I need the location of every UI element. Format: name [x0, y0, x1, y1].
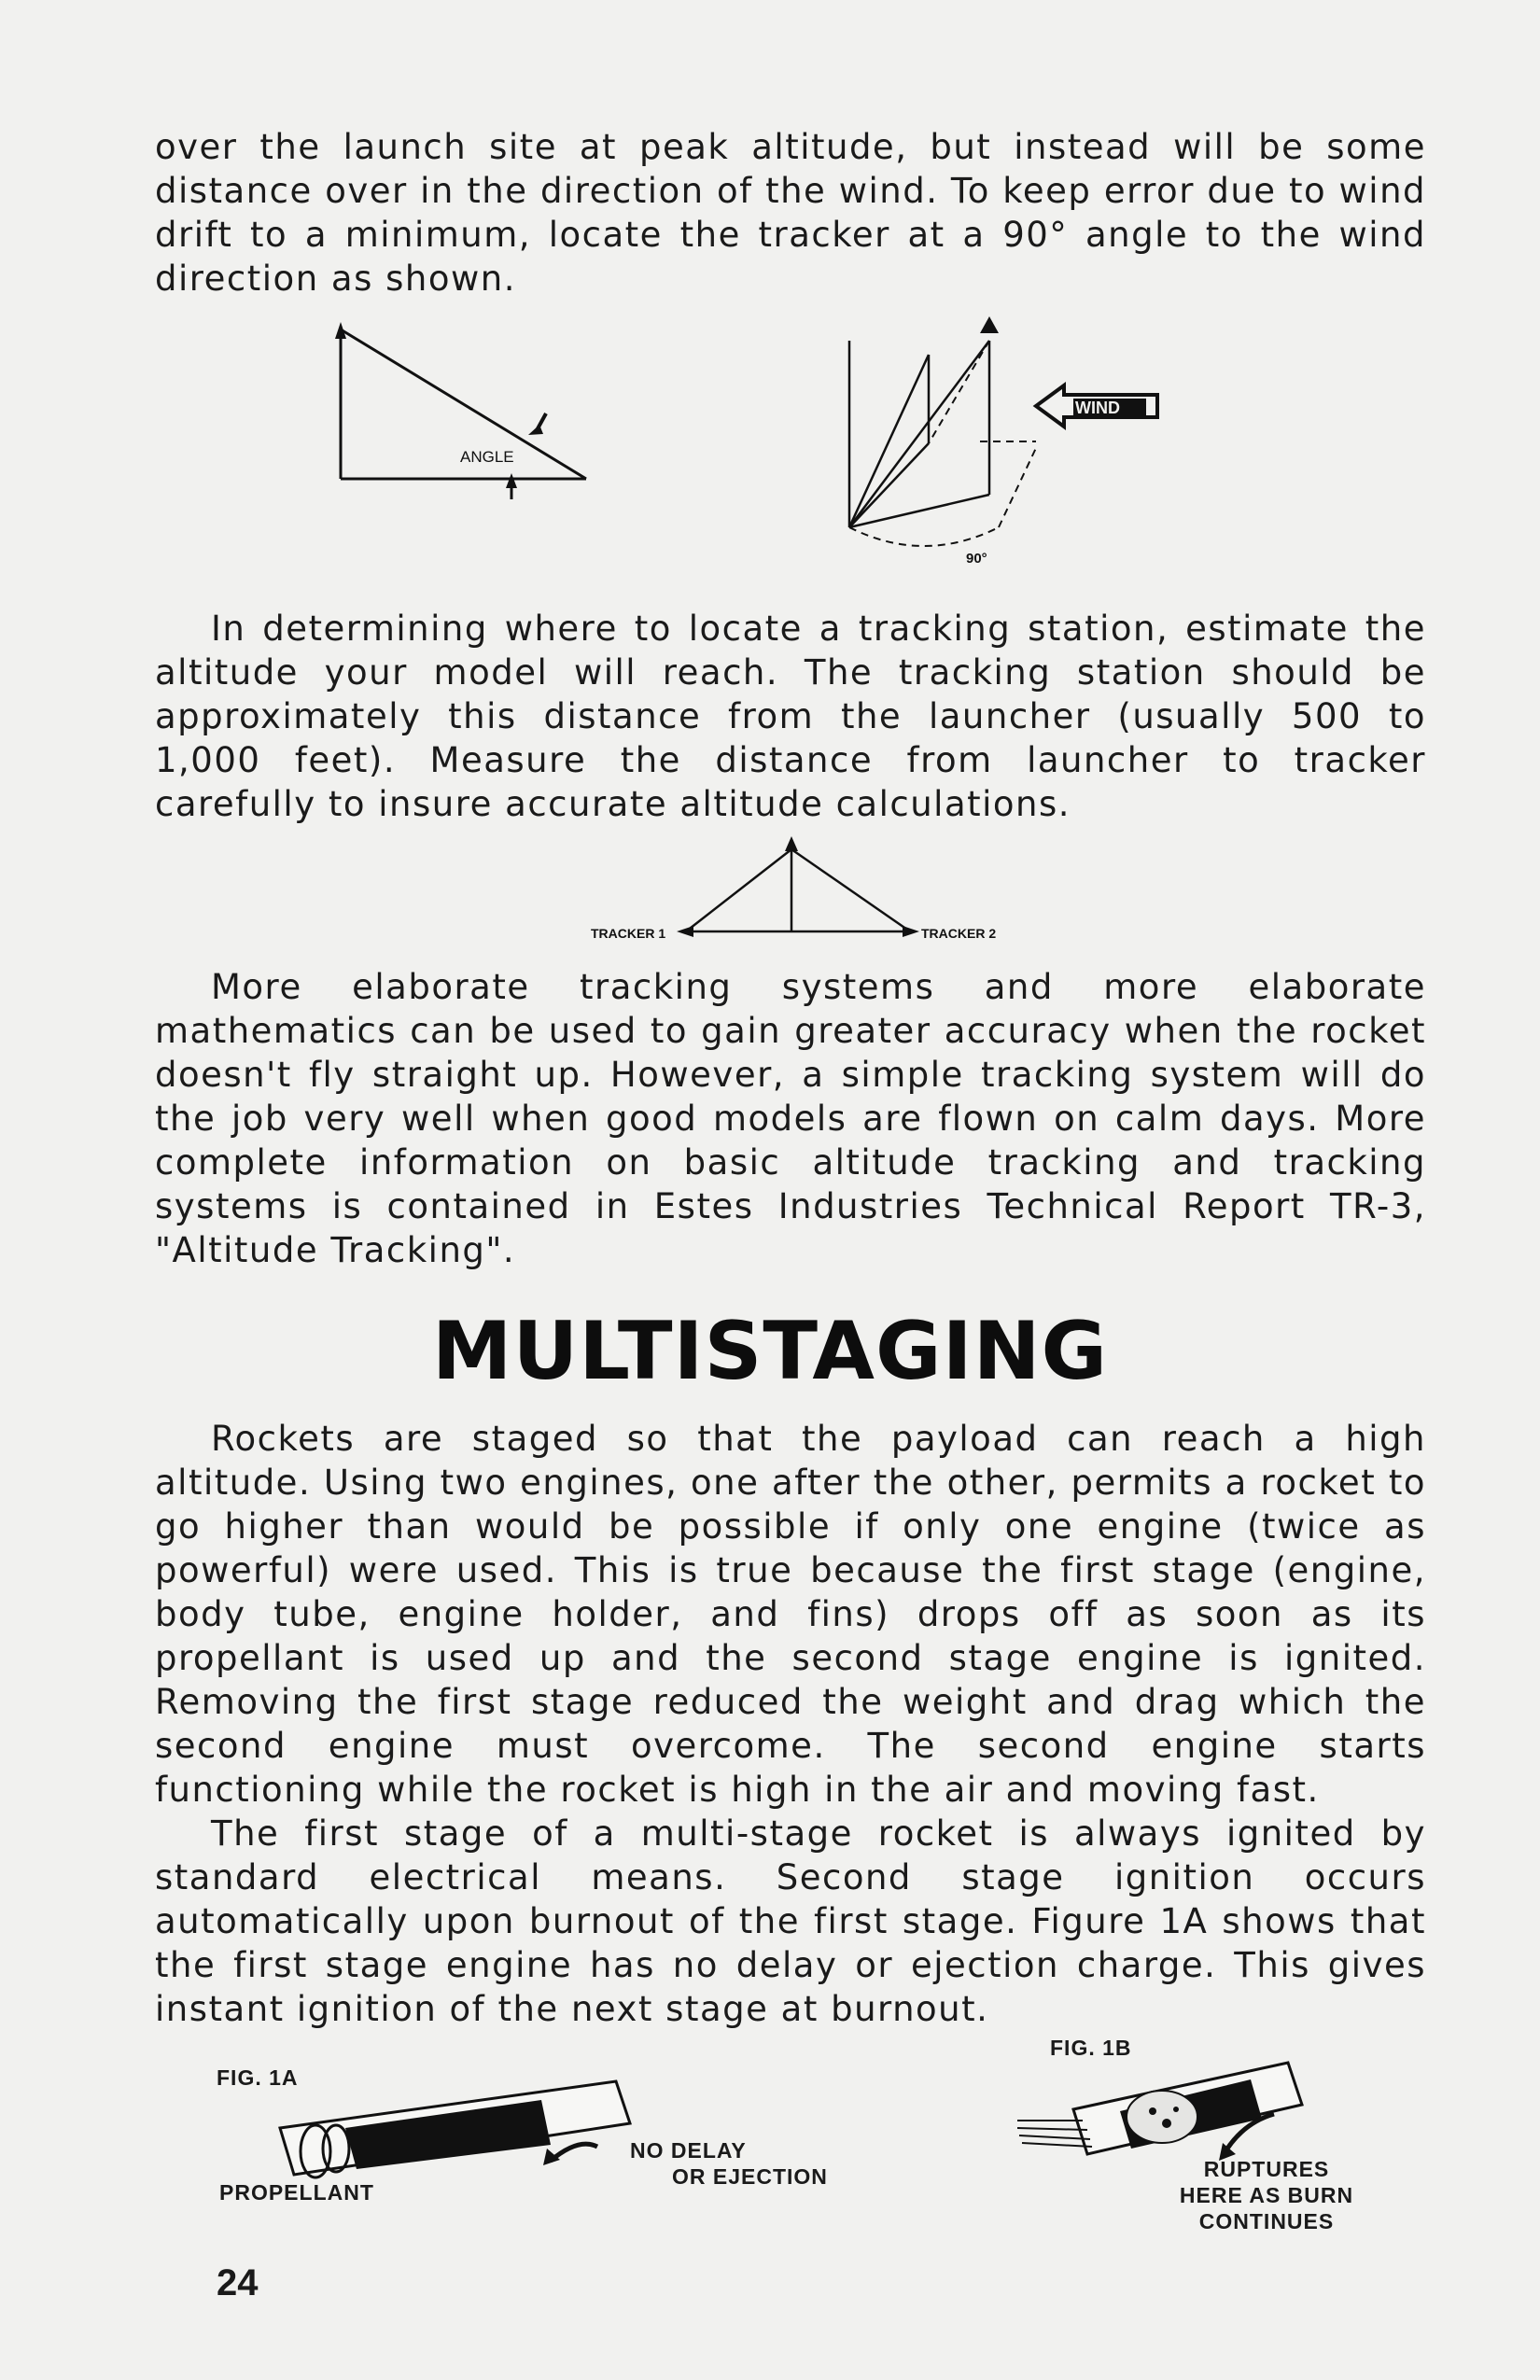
paragraph-elaborate-systems	[155, 965, 1426, 1272]
paragraph-wind-drift	[155, 125, 1426, 301]
tracker-2-label: TRACKER 2	[921, 926, 997, 941]
paragraph-text: over the launch site at peak altitude, but instead will be some distance over in the direction of the wind. To keep error due to wind drift to a minimum, locate the tracker at a 90° angle to the wind direction as shown.	[155, 127, 1426, 299]
tracker-1-label: TRACKER 1	[591, 926, 666, 941]
ruptures-label	[1178, 2156, 1355, 2234]
page-number: 24	[217, 2262, 259, 2303]
two-tracker-diagram	[583, 831, 1022, 952]
paragraph-text: Rockets are staged so that the payload can reach a high altitude. Using two engines, one after the other, permits a rocket to go higher than would be possible if only one engine (twice as powerful) were used. This is true because the first stage (engine, body tube, engine holder, and fins) drops off as soon as its propellant is used up and the second stage engine is ignited. Removing the first stage reduced the weight and drag which the second engine must overcome. The second engine starts functioning while the rocket is high in the air and moving fast.	[155, 1419, 1426, 1810]
tracking-angle-diagram	[327, 313, 1167, 583]
fig-1a-label: FIG. 1A	[217, 2065, 299, 2090]
paragraph-tracking-station	[155, 607, 1426, 826]
paragraph-text: More elaborate tracking systems and more elaborate mathematics can be used to gain greater accuracy when the rocket doesn't fly straight up. However, a simple tracking system will do the job very well when good models are flown on calm days. More complete information on basic altitude tracking and tracking systems is contained in Estes Industries Technical Report TR-3, "Altitude Tracking".	[155, 967, 1426, 1270]
ruptures-line-1: RUPTURES	[1203, 2157, 1330, 2181]
no-delay-label	[630, 2137, 828, 2190]
fig-1a-engine-illustration	[271, 2072, 663, 2193]
no-delay-line-2: OR EJECTION	[672, 2164, 828, 2189]
paragraph-staging-intro	[155, 1417, 1426, 2031]
propellant-label: PROPELLANT	[219, 2180, 374, 2205]
ruptures-line-3: CONTINUES	[1198, 2209, 1335, 2233]
ruptures-line-2: HERE AS BURN	[1179, 2183, 1354, 2207]
right-angle-label: 90°	[966, 551, 987, 567]
paragraph-text: The first stage of a multi-stage rocket is always ignited by standard electrical means. Second stage ignition occurs automatically upon burnout of the first stage. Figure 1A shows that the first stage engine has no delay or ejection charge. This gives instant ignition of the next stage at burnout.	[155, 1813, 1426, 2029]
angle-label: ANGLE	[460, 448, 514, 466]
wind-label: WIND	[1075, 399, 1120, 417]
section-heading: MULTISTAGING	[431, 1305, 1109, 1398]
fig-1b-label: FIG. 1B	[1050, 2036, 1132, 2060]
paragraph-text: In determining where to locate a tracking station, estimate the altitude your model will reach. The tracking station should be approximately this distance from the launcher (usually 500 to 1,000 feet). Measure the distance from launcher to tracker carefully to insure accurate altitude calculations.	[155, 609, 1426, 824]
no-delay-line-1: NO DELAY	[630, 2138, 747, 2163]
